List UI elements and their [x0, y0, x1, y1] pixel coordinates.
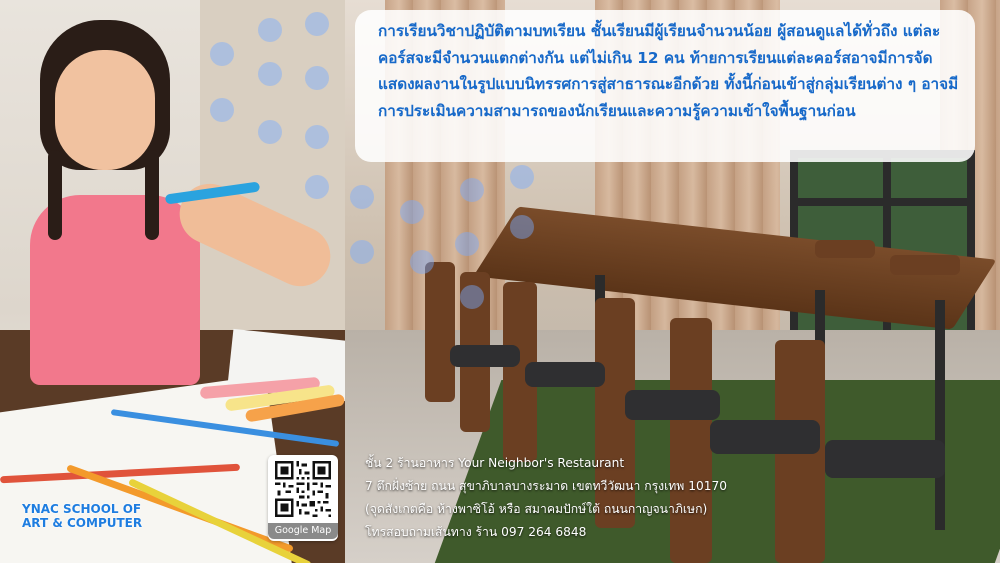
- bokeh-dot: [455, 232, 479, 256]
- bokeh-dot: [305, 175, 329, 199]
- address-line-1: ชั้น 2 ร้านอาหาร Your Neighbor's Restaurant: [365, 456, 625, 470]
- bokeh-dot: [258, 120, 282, 144]
- chair-seat: [825, 440, 945, 478]
- address-block: [365, 452, 727, 544]
- chair: [890, 255, 960, 275]
- girl-braid: [145, 150, 159, 240]
- bokeh-dot: [350, 185, 374, 209]
- bokeh-dot: [410, 250, 434, 274]
- address-line-4: โทรสอบถามเส้นทาง ร้าน 097 264 6848: [365, 525, 587, 539]
- bokeh-dot: [305, 125, 329, 149]
- school-logo: [22, 502, 142, 530]
- chair-seat: [710, 420, 820, 454]
- logo-line-1: YNAC SCHOOL OF: [22, 502, 142, 516]
- course-description: การเรียนวิชาปฏิบัติตามบทเรียน ชั้นเรียนมีผู้เรียนจำนวนน้อย ผู้สอนดูแลได้ทั่วถึง แต่ละคอร์สจะมีจำนวนแตกต่างกัน แต่ไม่เกิน 12 คน ท้ายการเรียนแต่ละคอร์สอาจมีการจัดแสดงผลงานในรูปแบบนิทรรศการสู่สาธารณะอีกด้วย ทั้งนี้ก่อนเข้าสู่กลุ่มเรียนต่าง ๆ อาจมีการประเมินความสามารถของนักเรียนและความรู้ความเข้าใจพื้นฐานก่อน: [378, 22, 959, 120]
- bokeh-dot: [510, 215, 534, 239]
- chair-seat: [625, 390, 720, 420]
- bokeh-dot: [460, 178, 484, 202]
- bokeh-dot: [258, 62, 282, 86]
- address-line-2: 7 ตึกฝั่งซ้าย ถนน สุขาภิบาลบางระมาด เขตทวีวัฒนา กรุงเทพ 10170: [365, 479, 727, 493]
- bokeh-dot: [305, 12, 329, 36]
- google-map-qr-card[interactable]: [268, 455, 338, 541]
- address-line-3: (จุดสังเกตคือ ห้างพาซิโอ้ หรือ สมาคมปักษ์ใต้ ถนนกาญจนาภิเษก): [365, 502, 708, 516]
- chair-seat: [450, 345, 520, 367]
- girl-braid: [48, 150, 62, 240]
- bokeh-dot: [258, 18, 282, 42]
- table-leg: [935, 300, 945, 530]
- bokeh-dot: [460, 285, 484, 309]
- bokeh-dot: [305, 66, 329, 90]
- bokeh-dot: [400, 200, 424, 224]
- qr-code-icon[interactable]: [275, 461, 331, 517]
- chair: [815, 240, 875, 258]
- chair-seat: [525, 362, 605, 387]
- bokeh-dot: [210, 42, 234, 66]
- logo-line-2: ART & COMPUTER: [22, 516, 143, 530]
- qr-label: Google Map: [268, 523, 338, 539]
- chair: [425, 262, 455, 402]
- bokeh-dot: [350, 240, 374, 264]
- girl-face: [55, 50, 155, 170]
- bokeh-dot: [510, 165, 534, 189]
- bokeh-dot: [210, 98, 234, 122]
